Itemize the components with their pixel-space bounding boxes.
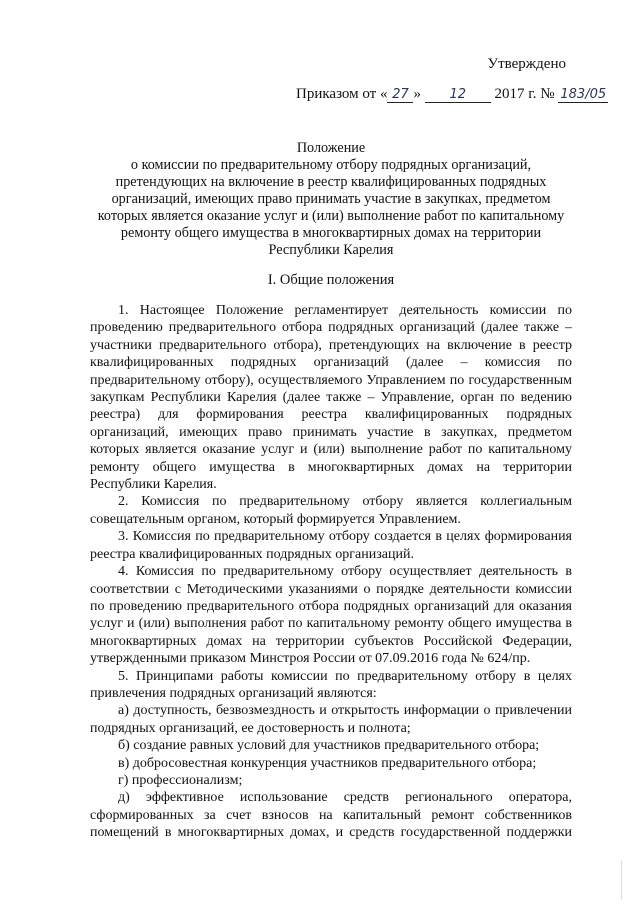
list-item-c: в) добросовестная конкуренция участников предварительного отбора; xyxy=(118,755,537,771)
list-item-d: г) профессионализм; xyxy=(118,772,243,788)
title-line: ремонту общего имущества в многоквартирных домах на территории xyxy=(120,225,542,241)
title-line: о комиссии по предварительному отбору подрядных организаций, xyxy=(130,157,532,173)
order-month-handwritten: 12 xyxy=(425,87,491,103)
order-prefix: Приказом от « xyxy=(296,86,388,102)
order-day-handwritten: 27 xyxy=(387,87,413,103)
paragraph-3: 3. Комиссия по предварительному отбору создается в целях формирования реестра квалифицированных подрядных организаций. xyxy=(90,529,572,562)
document-body xyxy=(90,302,572,842)
approval-stamp-text: Утверждено xyxy=(487,56,566,72)
title-line: Республики Карелия xyxy=(268,242,394,258)
scan-edge-mark xyxy=(621,860,622,900)
section-heading: I. Общие положения xyxy=(267,272,395,288)
title-line: которых является оказание услуг и (или) выполнение работ по капитальному xyxy=(97,208,565,224)
paragraph-2: 2. Комиссия по предварительному отбору является коллегиальным совещательным органом, который формируется Управлением. xyxy=(90,494,572,527)
document-title xyxy=(86,140,576,259)
paragraph-4: 4. Комиссия по предварительному отбору осуществляет деятельность в соответствии с Методическими указаниями о порядке деятельности комиссии по проведению предварительного отбора подрядных организаций для оказания услуг и (или) выполнения работ по капитальному ремонту общего имущества в многоквартирных домах на территории субъектов Российской Федерации, утвержденными приказом Минстроя России от 07.09.2016 года № 624/пр. xyxy=(90,564,572,667)
title-line: Положение xyxy=(296,140,366,156)
list-item-a: а) доступность, безвозмездность и открытость информации о привлечении подрядных организаций, ее достоверность и полнота; xyxy=(90,703,572,736)
paragraph-1: 1. Настоящее Положение регламентирует деятельность комиссии по проведению предварительного отбора подрядных организаций (далее также – участники предварительного отбора), претендующих на включение в реестр квалифицированных подрядных организаций (далее – комиссия по предварительному отбору), осуществляемого Управлением по государственным закупкам Республики Карелия (далее также – Управление, орган по ведению реестра) для формирования реестра квалифицированных подрядных организаций, имеющих право принимать участие в закупках, предметом которых является оказание услуг и (или) выполнение работ по капитальному ремонту общего имущества в многоквартирных домах на территории Республики Карелия. xyxy=(90,303,572,493)
order-number-handwritten: 183/05 xyxy=(558,87,608,103)
order-year: 2017 г. № xyxy=(494,86,555,102)
order-reference xyxy=(296,86,608,103)
title-line: претендующих на включение в реестр квалифицированных подрядных xyxy=(115,174,547,190)
list-item-e: д) эффективное использование средств регионального оператора, сформированных за счет взносов на капитальный ремонт собственников помещений в многоквартирных домах, и средств государственной поддержки xyxy=(90,790,572,841)
list-item-b: б) создание равных условий для участников предварительного отбора; xyxy=(118,738,540,754)
paragraph-5: 5. Принципами работы комиссии по предварительному отбору в целях привлечения подрядных организаций являются: xyxy=(90,668,572,701)
order-quote-close: » xyxy=(413,86,421,102)
title-line: организаций, имеющих право принимать участие в закупках, предметом xyxy=(111,191,551,207)
